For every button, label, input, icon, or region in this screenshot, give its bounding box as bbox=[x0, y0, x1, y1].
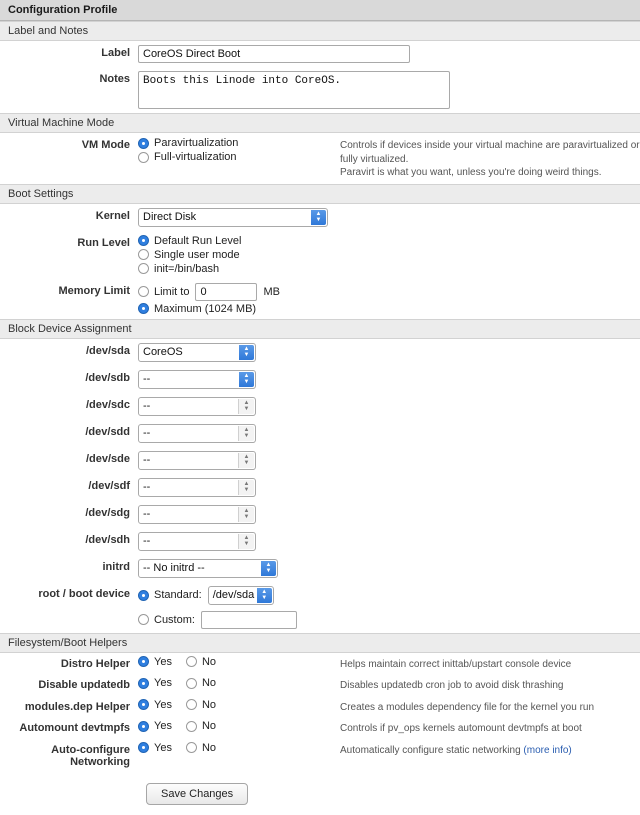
chevron-updown-icon[interactable]: ▲ ▼ bbox=[239, 345, 254, 360]
helper-option-no[interactable] bbox=[186, 699, 216, 711]
block-device-label: /dev/sdf bbox=[88, 479, 130, 492]
root-boot-standard-select[interactable] bbox=[208, 586, 274, 605]
chevron-updown-icon[interactable]: ▲ ▼ bbox=[238, 534, 254, 549]
helper-no-label: No bbox=[201, 720, 217, 732]
radio-icon[interactable] bbox=[138, 678, 149, 689]
radio-icon[interactable] bbox=[186, 678, 197, 689]
radio-icon[interactable] bbox=[138, 614, 149, 625]
radio-icon[interactable] bbox=[138, 699, 149, 710]
radio-icon[interactable] bbox=[138, 152, 149, 163]
helper-label: modules.dep Helper bbox=[24, 700, 130, 713]
block-device-select-sda[interactable] bbox=[138, 343, 256, 362]
block-device-row bbox=[0, 366, 640, 393]
block-device-label: /dev/sdd bbox=[85, 425, 130, 438]
helper-yes-label: Yes bbox=[154, 677, 172, 689]
helper-yes-label: Yes bbox=[154, 720, 172, 732]
helper-option-yes[interactable] bbox=[138, 720, 172, 732]
radio-icon[interactable] bbox=[138, 286, 149, 297]
helper-help-text: Creates a modules dependency file for the kernel you run bbox=[340, 701, 595, 713]
helper-yes-label: Yes bbox=[154, 655, 172, 668]
helper-help-text bbox=[340, 742, 640, 758]
vm-mode-option-paravirtualization[interactable] bbox=[138, 137, 238, 149]
vm-mode-option-full-virtualization[interactable] bbox=[138, 151, 237, 163]
vm-mode-help-line2: Paravirt is what you want, unless you're doing weird things. bbox=[340, 167, 602, 178]
radio-icon[interactable] bbox=[138, 590, 149, 601]
helper-help-text: Disables updatedb cron job to avoid disk thrashing bbox=[340, 680, 564, 691]
radio-icon[interactable] bbox=[138, 303, 149, 314]
block-device-row bbox=[0, 528, 640, 555]
block-device-row bbox=[0, 339, 640, 366]
block-device-label: /dev/sdb bbox=[85, 371, 130, 384]
block-device-select-value: -- bbox=[143, 427, 151, 439]
helper-option-yes[interactable] bbox=[138, 656, 172, 668]
block-device-select-value: -- bbox=[143, 373, 151, 385]
block-device-row bbox=[0, 447, 640, 474]
window-title: Configuration Profile bbox=[0, 0, 640, 21]
helper-row-modules-dep-helper bbox=[0, 696, 640, 718]
memory-limit-field-label: Memory Limit bbox=[58, 284, 130, 297]
block-device-row bbox=[0, 474, 640, 501]
radio-icon[interactable] bbox=[186, 742, 197, 753]
radio-icon[interactable] bbox=[138, 235, 149, 246]
chevron-updown-icon[interactable]: ▲ ▼ bbox=[238, 453, 254, 468]
root-boot-device-row bbox=[0, 582, 640, 633]
chevron-updown-icon[interactable]: ▲ ▼ bbox=[311, 210, 326, 225]
label-field-label: Label bbox=[101, 47, 130, 59]
block-device-select-sdc[interactable] bbox=[138, 397, 256, 416]
vm-mode-help bbox=[340, 137, 640, 180]
helper-row-distro-helper bbox=[0, 653, 640, 675]
radio-icon[interactable] bbox=[186, 721, 197, 732]
root-boot-custom-input[interactable] bbox=[201, 611, 297, 629]
section-header-fs-helpers: Filesystem/Boot Helpers bbox=[0, 633, 640, 653]
helper-option-no[interactable] bbox=[186, 720, 216, 732]
memory-limit-maximum-label: Maximum (1024 MB) bbox=[154, 302, 257, 315]
block-device-select-sdf[interactable] bbox=[138, 478, 256, 497]
block-device-select-sdh[interactable] bbox=[138, 532, 256, 551]
helper-yes-label: Yes bbox=[154, 698, 172, 711]
chevron-updown-icon[interactable]: ▲ ▼ bbox=[238, 399, 254, 414]
helper-yes-label: Yes bbox=[154, 741, 172, 754]
helper-no-label: No bbox=[201, 698, 217, 711]
memory-limit-unit: MB bbox=[263, 285, 280, 298]
block-device-select-value: -- bbox=[143, 508, 151, 520]
block-device-select-sdg[interactable] bbox=[138, 505, 256, 524]
helper-row-automount-devtmpfs bbox=[0, 717, 640, 739]
block-device-row bbox=[0, 420, 640, 447]
block-device-label: /dev/sde bbox=[85, 452, 130, 465]
notes-row bbox=[0, 67, 640, 113]
helper-label: Disable updatedb bbox=[38, 679, 130, 691]
root-boot-device-field-label: root / boot device bbox=[38, 587, 130, 600]
notes-field-label: Notes bbox=[99, 73, 130, 85]
helper-option-yes[interactable] bbox=[138, 742, 172, 754]
root-boot-standard-label: Standard: bbox=[154, 589, 202, 601]
initrd-row bbox=[0, 555, 640, 582]
root-boot-standard-value: /dev/sda bbox=[212, 589, 255, 601]
helper-help-text: Controls if pv_ops kernels automount devtmpfs at boot bbox=[340, 723, 582, 734]
memory-limit-input[interactable] bbox=[195, 283, 257, 301]
root-boot-option-standard[interactable] bbox=[138, 586, 274, 605]
run-level-option-label: init=/bin/bash bbox=[154, 262, 220, 275]
run-level-option-label: Default Run Level bbox=[154, 234, 242, 247]
kernel-field-label: Kernel bbox=[95, 209, 130, 222]
label-input[interactable] bbox=[138, 45, 410, 63]
block-device-select-value: -- bbox=[143, 400, 151, 412]
kernel-select-value: Direct Disk bbox=[143, 211, 197, 223]
vm-mode-field-label: VM Mode bbox=[81, 139, 130, 151]
vm-mode-row bbox=[0, 133, 640, 184]
helper-help-text: Helps maintain correct inittab/upstart console device bbox=[340, 658, 572, 670]
helper-row-disable-updatedb bbox=[0, 674, 640, 696]
initrd-select-value: -- No initrd -- bbox=[143, 562, 205, 574]
block-device-select-value: -- bbox=[143, 535, 151, 547]
section-header-vm-mode: Virtual Machine Mode bbox=[0, 113, 640, 133]
more-info-link[interactable]: (more info) bbox=[523, 744, 572, 756]
helper-option-no[interactable] bbox=[186, 742, 216, 754]
radio-icon[interactable] bbox=[186, 656, 197, 667]
block-device-label: /dev/sdg bbox=[85, 506, 130, 519]
initrd-field-label: initrd bbox=[102, 560, 130, 573]
kernel-row bbox=[0, 204, 640, 231]
run-level-option-default[interactable] bbox=[138, 235, 241, 247]
helper-no-label: No bbox=[201, 741, 217, 754]
notes-textarea[interactable] bbox=[138, 71, 450, 109]
block-device-select-value: CoreOS bbox=[143, 346, 183, 358]
root-boot-custom-label: Custom: bbox=[154, 613, 195, 626]
memory-limit-option-maximum[interactable] bbox=[138, 303, 256, 315]
block-device-select-value: -- bbox=[143, 481, 151, 493]
memory-limit-limit-to-label: Limit to bbox=[154, 285, 190, 298]
block-device-row bbox=[0, 501, 640, 528]
radio-icon[interactable] bbox=[138, 721, 149, 732]
section-header-block-device: Block Device Assignment bbox=[0, 319, 640, 339]
radio-icon[interactable] bbox=[138, 263, 149, 274]
run-level-field-label: Run Level bbox=[77, 236, 130, 249]
block-device-label: /dev/sda bbox=[85, 344, 130, 357]
block-device-label: /dev/sdh bbox=[85, 533, 130, 546]
memory-limit-row bbox=[0, 279, 640, 319]
block-device-select-sdd[interactable] bbox=[138, 424, 256, 443]
run-level-option-init-bin-bash[interactable] bbox=[138, 263, 219, 275]
radio-icon[interactable] bbox=[186, 699, 197, 710]
run-level-option-single-user[interactable] bbox=[138, 249, 240, 261]
chevron-updown-icon[interactable]: ▲ ▼ bbox=[238, 480, 254, 495]
block-device-row bbox=[0, 393, 640, 420]
radio-icon[interactable] bbox=[138, 742, 149, 753]
radio-icon[interactable] bbox=[138, 249, 149, 260]
helper-no-label: No bbox=[201, 655, 217, 668]
helper-row-auto-configure-networking bbox=[0, 739, 640, 771]
root-boot-option-custom[interactable] bbox=[138, 611, 297, 629]
vm-mode-option-label: Full-virtualization bbox=[154, 151, 237, 163]
memory-limit-option-limit-to[interactable] bbox=[138, 283, 280, 301]
kernel-select[interactable] bbox=[138, 208, 328, 227]
helper-option-no[interactable] bbox=[186, 656, 216, 668]
label-row bbox=[0, 41, 640, 67]
block-device-select-sde[interactable] bbox=[138, 451, 256, 470]
block-device-select-value: -- bbox=[143, 454, 151, 466]
radio-icon[interactable] bbox=[138, 138, 149, 149]
run-level-row bbox=[0, 231, 640, 279]
chevron-updown-icon[interactable]: ▲ ▼ bbox=[257, 588, 272, 603]
footer bbox=[0, 771, 640, 815]
helper-no-label: No bbox=[201, 677, 217, 689]
chevron-updown-icon[interactable]: ▲ ▼ bbox=[261, 561, 276, 576]
run-level-option-label: Single user mode bbox=[154, 248, 240, 261]
section-header-label-notes: Label and Notes bbox=[0, 21, 640, 41]
chevron-updown-icon[interactable]: ▲ ▼ bbox=[238, 507, 254, 522]
helper-label: Automount devtmpfs bbox=[19, 722, 130, 734]
save-changes-button[interactable]: Save Changes bbox=[146, 783, 248, 805]
radio-icon[interactable] bbox=[138, 656, 149, 667]
helper-option-yes[interactable] bbox=[138, 677, 172, 689]
initrd-select[interactable] bbox=[138, 559, 278, 578]
vm-mode-help-line1: Controls if devices inside your virtual machine are paravirtualized or fully virtualized. bbox=[340, 140, 640, 165]
block-device-select-sdb[interactable] bbox=[138, 370, 256, 389]
helper-option-no[interactable] bbox=[186, 677, 216, 689]
vm-mode-option-label: Paravirtualization bbox=[154, 137, 239, 149]
block-device-label: /dev/sdc bbox=[85, 398, 130, 411]
helper-label: Distro Helper bbox=[60, 657, 130, 670]
chevron-updown-icon[interactable]: ▲ ▼ bbox=[239, 372, 254, 387]
section-header-boot-settings: Boot Settings bbox=[0, 184, 640, 204]
helper-label: Auto-configure Networking bbox=[51, 743, 130, 768]
helper-option-yes[interactable] bbox=[138, 699, 172, 711]
helper-help-text-label: Automatically configure static networking bbox=[340, 744, 524, 756]
chevron-updown-icon[interactable]: ▲ ▼ bbox=[238, 426, 254, 441]
